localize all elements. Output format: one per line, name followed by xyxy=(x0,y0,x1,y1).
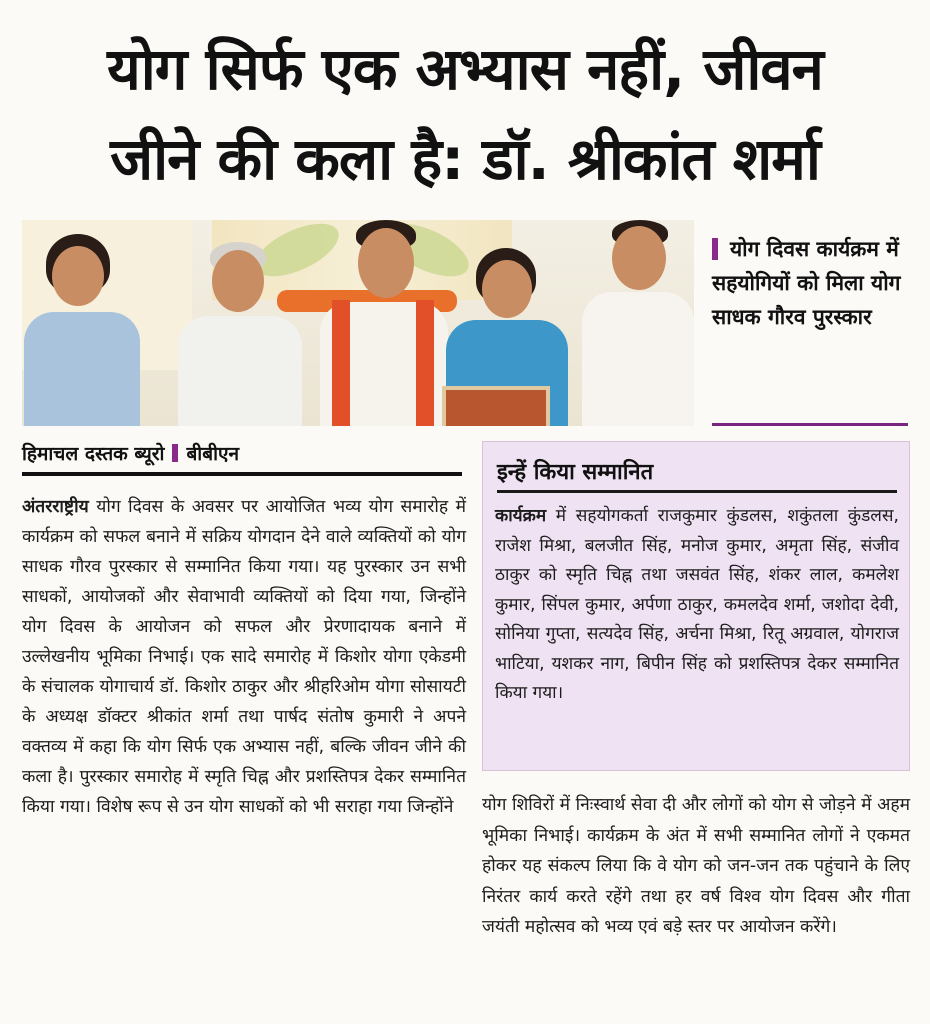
honoured-lead-word: कार्यक्रम xyxy=(495,506,547,526)
article-lead-word: अंतरराष्ट्रीय xyxy=(22,497,89,517)
article-text: योग दिवस के अवसर पर आयोजित भव्य योग समारोह में कार्यक्रम को सफल बनाने में सक्रिय योगदान देने वाले व्यक्तियों को योग साधक गौरव पुरस्कार से सम्मानित किया गया। यह पुरस्कार उन सभी साधकों, आयोजकों और सेवाभावी व्यक्तियों को दिया गया, जिन्होंने योग दिवस के आयोजन को सफल और प्रेरणादायक बनाने में उल्लेखनीय भूमिका निभाई। एक सादे समारोह में किशोर योगा एकेडमी के संचालक योगाचार्य डॉ. किशोर ठाकुर और श्रीहरिओम योगा सोसायटी के अध्यक्ष डॉक्टर श्रीकांत शर्मा तथा पार्षद संतोष कुमारी ने अपने वक्तव्य में कहा कि योग सिर्फ एक अभ्यास नहीं, बल्कि जीवन जीने की कला है। पुरस्कार समारोह में स्मृति चिह्न और प्रशस्तिपत्र देकर सम्मानित किया गया। विशेष रूप से उन योग साधकों को भी सराहा गया जिन्होंने xyxy=(22,497,466,817)
honoured-box xyxy=(482,441,910,771)
byline xyxy=(22,440,239,466)
honoured-box-body xyxy=(495,502,899,709)
photo-caption xyxy=(712,232,908,422)
headline-line-1: योग सिर्फ एक अभ्यास नहीं, जीवन xyxy=(107,35,823,103)
event-photo xyxy=(22,220,694,426)
byline-bureau: हिमाचल दस्तक ब्यूरो xyxy=(22,443,165,465)
honoured-box-rule xyxy=(497,490,897,493)
headline-line-2: जीने की कला है: डॉ. श्रीकांत शर्मा xyxy=(110,125,820,193)
caption-underline xyxy=(712,423,908,426)
person-4 xyxy=(442,220,572,426)
person-3 xyxy=(312,220,452,426)
honoured-list-text: में सहयोगकर्ता राजकुमार कुंडलस, शकुंतला कुंडलस, राजेश मिश्रा, बलजीत सिंह, मनोज कुमार, अमृता सिंह, संजीव ठाकुर को स्मृति चिह्न तथा जसवंत सिंह, शंकर लाल, कमलेश कुमार, सिंपल कुमार, अर्पणा ठाकुर, कमलदेव शर्मा, जशोदा देवी, सोनिया गुप्ता, सत्यदेव सिंह, अर्चना मिश्रा, रितू अग्रवाल, योगराज भाटिया, यशकर नाग, बिपीन सिंह को प्रशस्तिपत्र देकर सम्मानित किया गया। xyxy=(495,506,899,703)
person-2 xyxy=(172,220,302,426)
byline-agency: बीबीएन xyxy=(186,443,240,465)
article-body xyxy=(22,492,466,822)
person-5 xyxy=(582,220,694,426)
person-1 xyxy=(22,220,142,426)
article-continuation: योग शिविरों में निःस्वार्थ सेवा दी और लोगों को योग से जोड़ने में अहम भूमिका निभाई। कार्यक्रम के अंत में सभी सम्मानित लोगों ने एकमत होकर यह संकल्प लिया कि वे योग को जन-जन तक पहुंचाने के लिए निरंतर कार्य करते रहेंगे तथा हर वर्ष विश्व योग दिवस और गीता जयंती महोत्सव को भव्य एवं बड़े स्तर पर आयोजन करेंगे। xyxy=(482,795,910,937)
byline-rule xyxy=(22,472,462,476)
photo-caption-text: योग दिवस कार्यक्रम में सहयोगियों को मिला योग साधक गौरव पुरस्कार xyxy=(712,237,901,329)
byline-separator xyxy=(172,444,178,462)
honoured-box-title: इन्हें किया सम्मानित xyxy=(497,460,654,485)
